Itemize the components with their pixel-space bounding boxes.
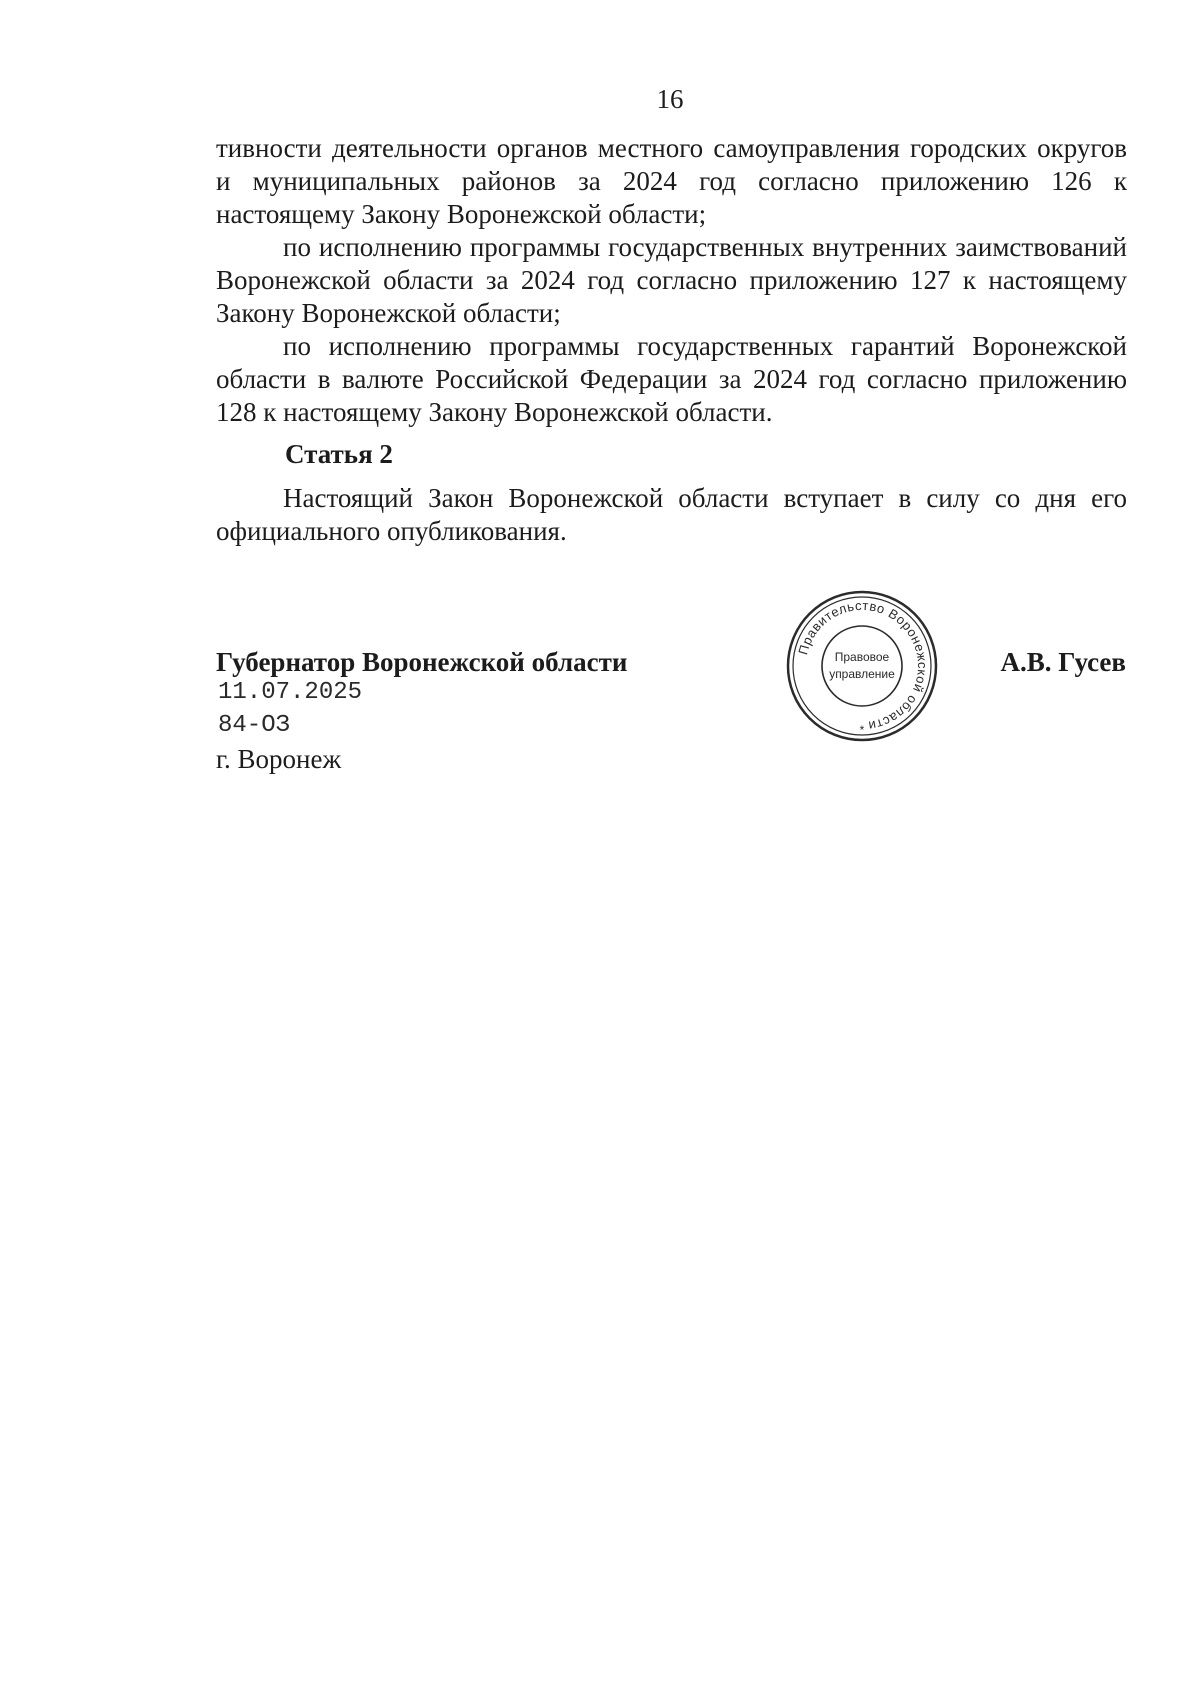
governor-title: Губернатор Воронежской области (216, 647, 628, 677)
stamp-inner-line-1: Правовое (834, 650, 890, 664)
article-heading: Статья 2 (285, 439, 393, 469)
stamp-outer-text: Правительство Воронежской области (795, 597, 931, 734)
svg-text:Правительство Воронежской обла (795, 598, 930, 734)
page-number: 16 (656, 84, 684, 114)
article-text: Настоящий Закон Воронежской области вступает в силу со дня его официального опубликования. (216, 483, 1127, 546)
stamp-seal-icon (784, 588, 940, 744)
paragraph-borrowing-program: по исполнению программы государственных внутренних заимствований Воронежской области за 2024 год согласно приложению 127 к настоящему Закону Воронежской области; (216, 232, 1127, 328)
stamp-star-icon: * (859, 723, 865, 737)
body-text (216, 132, 1127, 429)
signing-city: г. Воронеж (216, 744, 342, 774)
official-stamp (784, 588, 940, 744)
article-body (216, 482, 1127, 548)
paragraph-continuation: тивности деятельности органов местного самоуправления городских округов и муниципальных районов за 2024 год согласно приложению 126 к настоящему Закону Воронежской области; (216, 133, 1127, 229)
signing-date: 11.07.2025 (218, 679, 363, 706)
governor-name: А.В. Гусев (1000, 647, 1126, 677)
paragraph-guarantee-program: по исполнению программы государственных гарантий Воронежской области в валюте Российской Федерации за 2024 год согласно приложению 128 к настоящему Закону Воронежской области. (216, 331, 1127, 427)
law-number: 84-ОЗ (218, 712, 291, 739)
stamp-inner-line-2: управление (829, 667, 895, 681)
